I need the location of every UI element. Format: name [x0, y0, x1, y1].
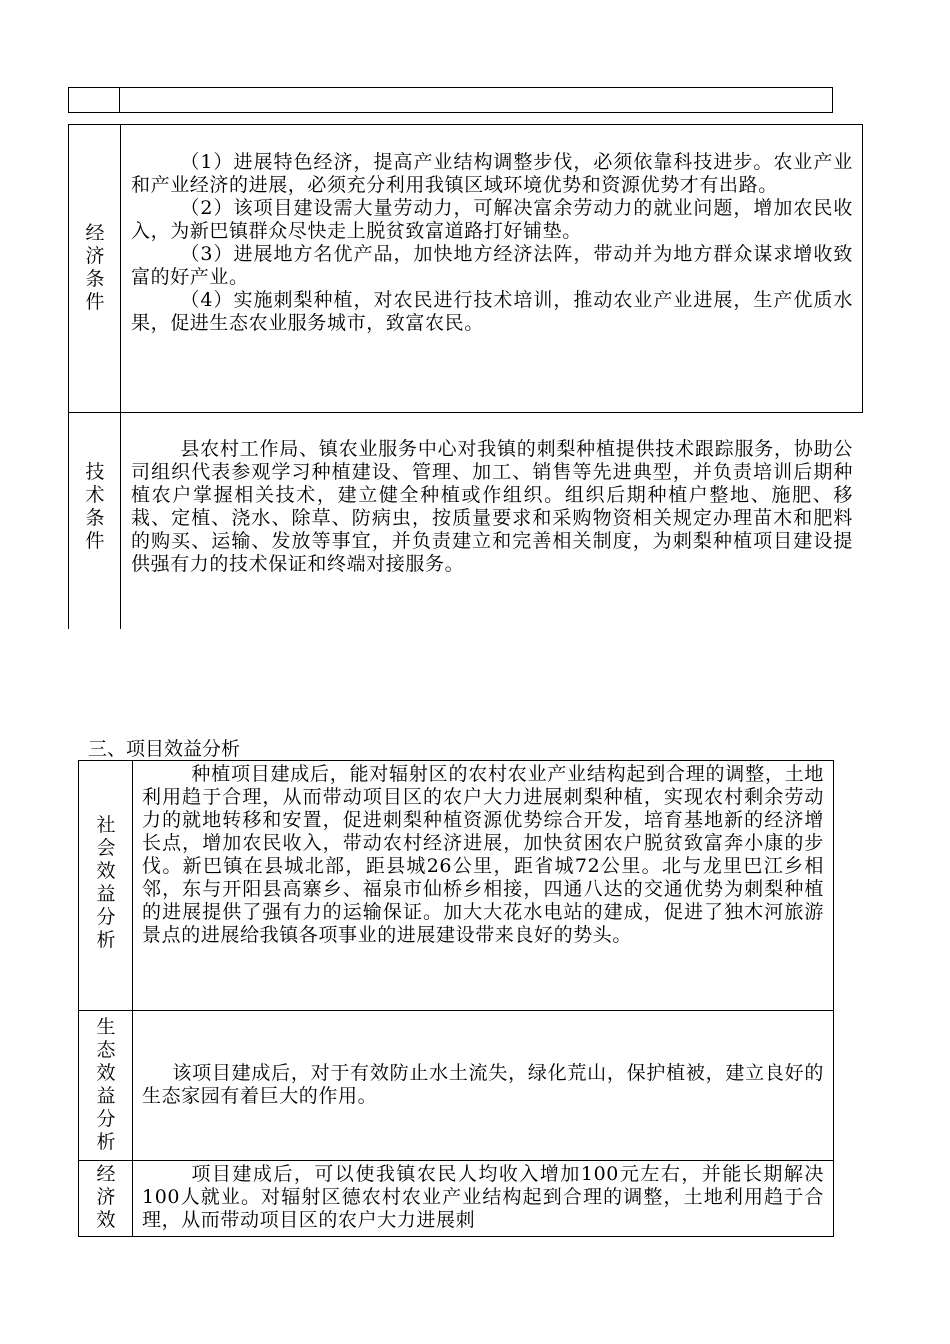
- eco-benefit-text: [142, 1062, 824, 1108]
- top-row-divider: [119, 87, 120, 113]
- table1-top-border: [68, 124, 863, 125]
- top-empty-row: [68, 87, 833, 113]
- table1-left-border: [68, 124, 69, 629]
- section-heading: 三、项目效益分析: [88, 738, 241, 760]
- table1-row-divider: [68, 412, 863, 413]
- table2-col-divider: [132, 760, 133, 1237]
- econ-conditions-label: 经 济 条 件: [85, 222, 105, 313]
- econ-benefit-para-1: 项目建成后，可以使我镇农民人均收入增加100元左右，并能长期解决100人就业。对辐射区德农村农业产业结构起到合理的调整，土地利用趋于合理，从而带动项目区的农户大力进展刺: [142, 1163, 824, 1231]
- eco-para-1: 该项目建成后，对于有效防止水土流失，绿化荒山，保护植被，建立良好的生态家园有着巨大的作用。: [142, 1062, 824, 1107]
- econ-para-3: （3）进展地方名优产品，加快地方经济法阵，带动并为地方群众谋求增收致富的好产业。: [131, 243, 853, 288]
- social-benefit-label: 社 会 效 益 分 析: [96, 814, 116, 951]
- social-benefit-text: [142, 763, 824, 947]
- tech-conditions-text: [131, 438, 853, 576]
- tech-para-1: 县农村工作局、镇农业服务中心对我镇的刺梨种植提供技术跟踪服务，协助公司组织代表参观学习种植建设、管理、加工、销售等先进典型，并负责培训后期种植农户掌握相关技术，建立健全种植或作组织。组织后期种植户整地、施肥、移栽、定植、浇水、除草、防病虫，按质量要求和采购物资相关规定办理苗木和肥料的购买、运输、发放等事宜，并负责建立和完善相关制度，为刺梨种植项目建设提供强有力的技术保证和终端对接服务。: [131, 438, 853, 575]
- econ-benefit-text: [142, 1163, 824, 1232]
- tech-conditions-label: 技 术 条 件: [85, 461, 105, 552]
- table2-left-border: [78, 760, 79, 1237]
- table2-row1-divider: [78, 1010, 834, 1011]
- econ-benefit-label: 经 济 效: [96, 1163, 116, 1231]
- table1-col-divider: [120, 124, 121, 629]
- table2-top-border: [78, 760, 834, 761]
- econ-para-2: （2）该项目建设需大量劳动力，可解决富余劳动力的就业问题，增加农民收入，为新巴镇群众尽快走上脱贫致富道路打好铺垫。: [131, 197, 853, 242]
- econ-para-1: （1）进展特色经济，提高产业结构调整步伐，必须依靠科技进步。农业产业和产业经济的进展，必须充分利用我镇区域环境优势和资源优势才有出路。: [131, 151, 853, 196]
- econ-para-4: （4）实施刺梨种植，对农民进行技术培训，推动农业产业进展，生产优质水果，促进生态农业服务城市，致富农民。: [131, 289, 853, 334]
- econ-conditions-text: [131, 151, 853, 335]
- table2-right-border: [833, 760, 834, 1237]
- table2-row2-divider: [78, 1160, 834, 1161]
- table1-right-border: [862, 124, 863, 413]
- eco-benefit-label: 生 态 效 益 分 析: [96, 1016, 116, 1153]
- table2-bottom-border: [78, 1236, 834, 1237]
- social-para-1: 种植项目建成后，能对辐射区的农村农业产业结构起到合理的调整，土地利用趋于合理，从而带动项目区的农户大力进展刺梨种植，实现农村剩余劳动力的就地转移和安置，促进刺梨种植资源优势综合开发，培育基地新的经济增长点，增加农民收入，带动农村经济进展，加快贫困农户脱贫致富奔小康的步伐。新巴镇在县城北部，距县城26公里，距省城72公里。北与龙里巴江乡相邻，东与开阳县高寨乡、福泉市仙桥乡相接，四通八达的交通优势为刺梨种植的进展提供了强有力的运输保证。加大大花水电站的建成，促进了独木河旅游景点的进展给我镇各项事业的进展建设带来良好的势头。: [142, 763, 824, 946]
